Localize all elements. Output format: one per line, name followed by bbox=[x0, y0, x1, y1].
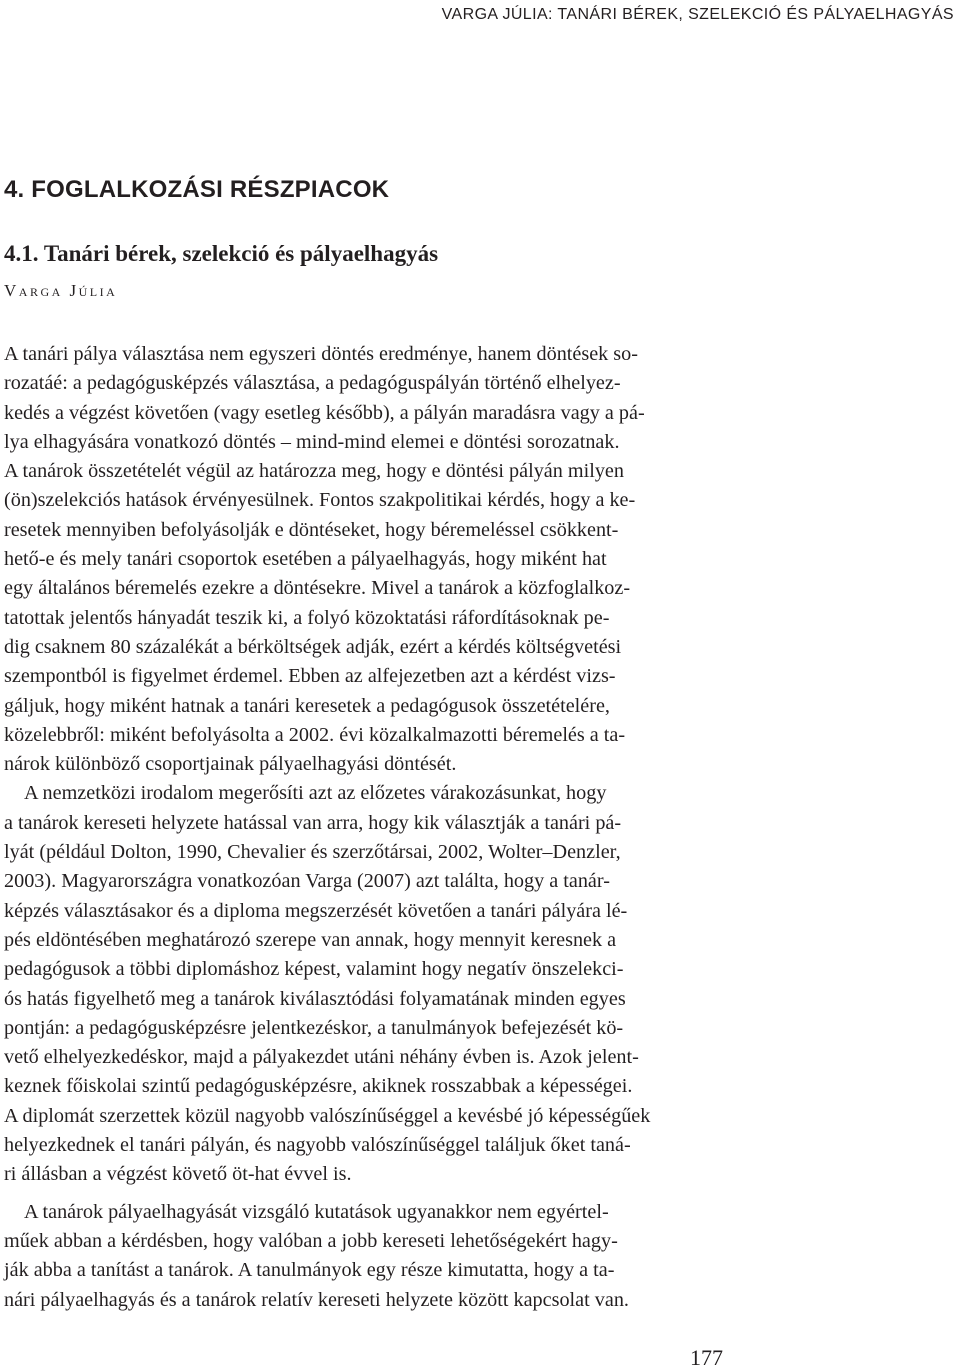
text-line: ri állásban a végzést követő öt-hat évvel is. bbox=[4, 1163, 352, 1186]
text-line: lyát (például Dolton, 1990, Chevalier és szerzőtársai, 2002, Wolter–Denzler, bbox=[4, 841, 621, 864]
text-line: vető elhelyezkedéskor, majd a pályakezdet utáni néhány évben is. Azok jelent- bbox=[4, 1046, 639, 1069]
text-line: A tanári pálya választása nem egyszeri döntés eredménye, hanem döntések so- bbox=[4, 343, 638, 365]
text-line: helyezkednek el tanári pályán, és nagyobb valószínűséggel találjuk őket taná- bbox=[4, 1134, 631, 1157]
text-line: A nemzetközi irodalom megerősíti azt az előzetes várakozásunkat, hogy bbox=[24, 782, 607, 805]
text-line: rozatáé: a pedagógusképzés választása, a pedagóguspályán történő elhelyez- bbox=[4, 372, 621, 395]
text-line: resetek mennyiben befolyásolják e döntéseket, hogy béremeléssel csökkent- bbox=[4, 518, 619, 541]
text-line: nárok különböző csoportjainak pályaelhagyási döntését. bbox=[4, 753, 457, 776]
page-number: 177 bbox=[690, 1345, 723, 1370]
body-text bbox=[4, 340, 716, 1315]
text-line: tatottak jelentős hányadát teszik ki, a folyó közoktatási ráfordításoknak pe- bbox=[4, 606, 610, 629]
text-line: gáljuk, hogy miként hatnak a tanári keresetek a pedagógusok összetételére, bbox=[4, 694, 610, 717]
text-line: A diplomát szerzettek közül nagyobb valószínűséggel a kevésbé jó képességűek bbox=[4, 1104, 651, 1127]
text-line: keznek főiskolai szintű pedagógusképzésre, akiknek rosszabbak a képességei. bbox=[4, 1075, 633, 1098]
chapter-title: 4. FOGLALKOZÁSI RÉSZPIACOK bbox=[4, 176, 390, 203]
text-line: ós hatás figyelhető meg a tanárok kiválasztódási folyamatának minden egyes bbox=[4, 987, 626, 1010]
text-line: hető-e és mely tanári csoportok esetében a pályaelhagyás, hogy miként hat bbox=[4, 548, 607, 571]
text-line: egy általános béremelés ezekre a döntésekre. Mivel a tanárok a közfoglalkoz- bbox=[4, 577, 631, 600]
text-line: pés eldöntésében meghatározó szerepe van annak, hogy mennyit keresnek a bbox=[4, 928, 617, 951]
text-line: A tanárok összetételét végül az határozza meg, hogy e döntési pályán milyen bbox=[4, 460, 624, 483]
text-line: pontján: a pedagógusképzésre jelentkezéskor, a tanulmányok befejezését kö- bbox=[4, 1016, 624, 1039]
text-line: képzés választásakor és a diploma megszerzését követően a tanári pályára lé- bbox=[4, 899, 628, 922]
text-line: közelebbről: miként befolyásolta a 2002. évi közalkalmazotti béremelés a ta- bbox=[4, 723, 626, 746]
author-name: Varga Júlia bbox=[4, 281, 118, 300]
text-line: kedés a végzést követően (vagy esetleg később), a pályán maradásra vagy a pá- bbox=[4, 401, 645, 424]
running-header: VARGA JÚLIA: TANÁRI BÉREK, SZELEKCIÓ ÉS PÁLYAELHAGYÁS bbox=[441, 6, 954, 23]
text-line: szempontból is figyelmet érdemel. Ebben az alfejezetben azt a kérdést vizs- bbox=[4, 665, 616, 688]
text-line: pedagógusok a többi diplomáshoz képest, valamint hogy negatív önszelekci- bbox=[4, 958, 624, 981]
text-line: (ön)szelekciós hatások érvényesülnek. Fontos szakpolitikai kérdés, hogy a ke- bbox=[4, 489, 636, 512]
text-line: műek abban a kérdésben, hogy valóban a jobb kereseti lehetőségekért hagy- bbox=[4, 1229, 618, 1252]
text-line: lya elhagyására vonatkozó döntés – mind-mind elemei e döntési sorozatnak. bbox=[4, 430, 620, 453]
text-line: dig csaknem 80 százalékát a bérköltségek adják, ezért a kérdés költségvetési bbox=[4, 635, 622, 658]
text-line: A tanárok pályaelhagyását vizsgáló kutatások ugyanakkor nem egyértel- bbox=[24, 1200, 609, 1223]
section-title: 4.1. Tanári bérek, szelekció és pályaelhagyás bbox=[4, 241, 439, 266]
text-line: ják abba a tanítást a tanárok. A tanulmányok egy része kimutatta, hogy a ta- bbox=[4, 1259, 615, 1282]
text-line: a tanárok kereseti helyzete hatással van arra, hogy kik választják a tanári pá- bbox=[4, 811, 622, 834]
text-line: 2003). Magyarországra vonatkozóan Varga (2007) azt találta, hogy a tanár- bbox=[4, 870, 610, 893]
text-line: nári pályaelhagyás és a tanárok relatív kereseti helyzete között kapcsolat van. bbox=[4, 1288, 629, 1311]
